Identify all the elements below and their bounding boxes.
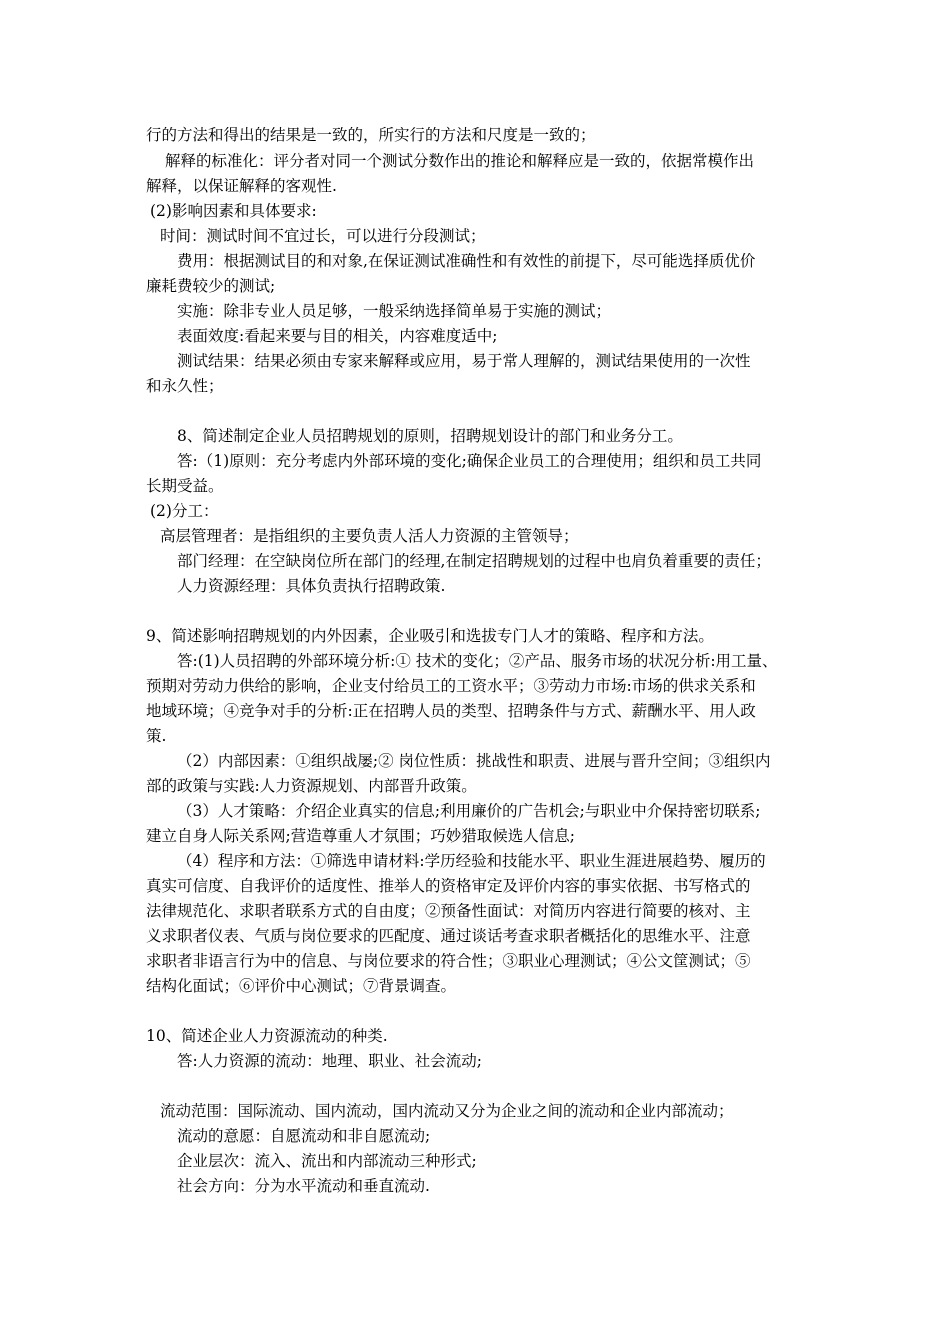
text-line: 部的政策与实践:人力资源规划、内部晋升政策。 <box>146 777 477 795</box>
text-line: 流动的意愿：自愿流动和非自愿流动; <box>177 1127 431 1145</box>
text-line: （4）程序和方法：①筛选申请材料:学历经验和技能水平、职业生涯进展趋势、履历的 <box>177 852 766 870</box>
text-line: 真实可信度、自我评价的适度性、推举人的资格审定及评价内容的事实依据、书写格式的 <box>146 877 751 895</box>
text-line: 求职者非语言行为中的信息、与岗位要求的符合性；③职业心理测试；④公文筐测试；⑤ <box>146 952 751 970</box>
text-line: 解释的标准化：评分者对同一个测试分数作出的推论和解释应是一致的，依据常模作出 <box>165 152 755 170</box>
text-line: (2)影响因素和具体要求: <box>150 202 317 220</box>
text-line: （3）人才策略：介绍企业真实的信息;利用廉价的广告机会;与职业中介保持密切联系; <box>177 802 761 820</box>
text-line: 企业层次：流入、流出和内部流动三种形式; <box>177 1152 477 1170</box>
text-line: 社会方向：分为水平流动和垂直流动. <box>177 1177 430 1195</box>
text-line: （2）内部因素：①组织战屡;② 岗位性质：挑战性和职责、进展与晋升空间；③组织内 <box>177 752 771 770</box>
text-line: 部门经理：在空缺岗位所在部门的经理,在制定招聘规划的过程中也肩负着重要的责任； <box>177 552 771 570</box>
text-line: 高层管理者：是指组织的主要负责人活人力资源的主管领导； <box>160 527 579 545</box>
section-heading: 10、简述企业人力资源流动的种类. <box>146 1027 388 1045</box>
text-line: 答:人力资源的流动：地理、职业、社会流动; <box>177 1052 482 1070</box>
section-heading: 8、简述制定企业人员招聘规划的原则，招聘规划设计的部门和业务分工。 <box>177 427 683 445</box>
text-line: (2)分工： <box>150 502 219 520</box>
text-line: 表面效度:看起来要与目的相关，内容难度适中; <box>177 327 498 345</box>
text-line: 廉耗费较少的测试; <box>146 277 276 295</box>
text-line: 解释，以保证解释的客观性. <box>146 177 337 195</box>
text-line: 时间：测试时间不宜过长，可以进行分段测试； <box>160 227 486 245</box>
text-line: 答:(1)人员招聘的外部环境分析:① 技术的变化；②产品、服务市场的状况分析:用工量、 <box>177 652 778 670</box>
text-line: 地域环境；④竞争对手的分析:正在招聘人员的类型、招聘条件与方式、薪酬水平、用人政 <box>146 702 756 720</box>
text-line: 行的方法和得出的结果是一致的，所实行的方法和尺度是一致的； <box>146 126 596 144</box>
text-line: 法律规范化、求职者联系方式的自由度；②预备性面试：对简历内容进行简要的核对、主 <box>146 902 751 920</box>
text-line: 建立自身人际关系网;营造尊重人才氛围；巧妙猎取候选人信息; <box>146 827 575 845</box>
text-line: 测试结果：结果必须由专家来解释或应用，易于常人理解的，测试结果使用的一次性 <box>177 352 751 370</box>
text-line: 策. <box>146 727 167 745</box>
text-line: 义求职者仪表、气质与岗位要求的匹配度、通过谈话考查求职者概括化的思维水平、注意 <box>146 927 751 945</box>
text-line: 预期对劳动力供给的影响，企业支付给员工的工资水平；③劳动力市场:市场的供求关系和 <box>146 677 756 695</box>
text-line: 长期受益。 <box>146 477 224 495</box>
text-line: 实施：除非专业人员足够，一般采纳选择简单易于实施的测试； <box>177 302 612 320</box>
text-line: 费用：根据测试目的和对象,在保证测试准确性和有效性的前提下，尽可能选择质优价 <box>177 252 756 270</box>
text-line: 答:（1)原则：充分考虑内外部环境的变化;确保企业员工的合理使用；组织和员工共同 <box>177 452 762 470</box>
text-line: 结构化面试；⑥评价中心测试；⑦背景调查。 <box>146 977 457 995</box>
text-line: 流动范围：国际流动、国内流动，国内流动又分为企业之间的流动和企业内部流动； <box>160 1102 734 1120</box>
section-heading: 9、简述影响招聘规划的内外因素，企业吸引和选拔专门人才的策略、程序和方法。 <box>146 627 714 645</box>
text-line: 和永久性； <box>146 377 224 395</box>
text-line: 人力资源经理：具体负责执行招聘政策. <box>177 577 446 595</box>
